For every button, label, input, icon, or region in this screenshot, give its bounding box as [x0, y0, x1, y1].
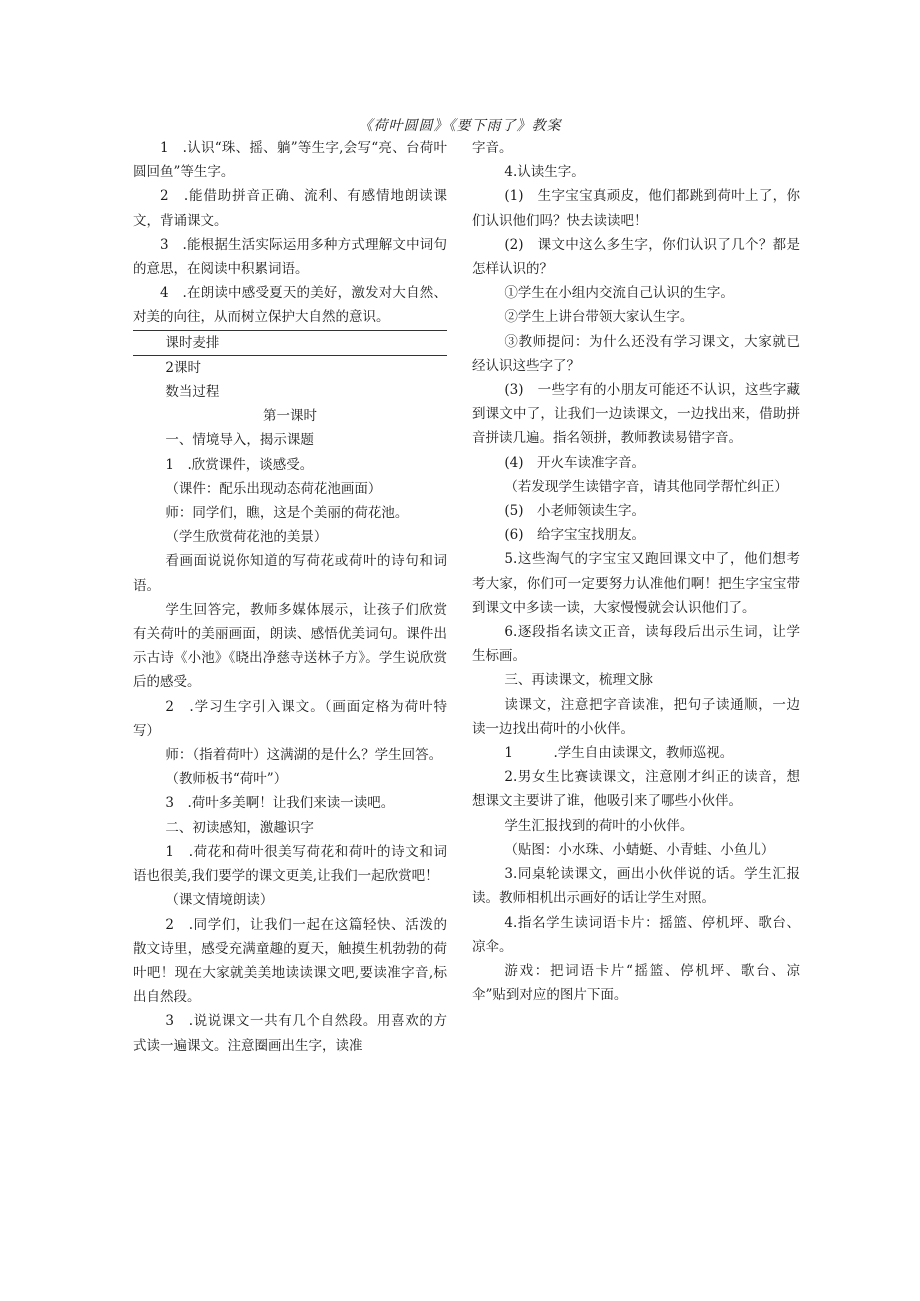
right-column-paragraph: 4.指名学生读词语卡片：摇篮、停机坪、歌台、凉伞。 — [472, 914, 800, 955]
right-column-paragraph: 游戏：把词语卡片“摇篮、停机坪、歌台、凉伞”贴到对应的图片下面。 — [472, 962, 800, 1004]
right-column-paragraph: 6.逐段指名读文正音，读每段后出示生词，让学生标画。 — [472, 624, 800, 665]
left-column-paragraph: （课件：配乐出现动态荷花池画面） — [165, 480, 382, 497]
right-column-paragraph: ③教师提问：为什么还没有学习课文，大家就已经认识这些字了？ — [472, 333, 800, 374]
left-column-paragraph: 2 .能借助拼音正确、流利、有感情地朗读课文，背诵课文。 — [133, 188, 447, 229]
right-column-paragraph: (1) 生字宝宝真顽皮，他们都跳到荷叶上了，你们认识他们吗？快去读读吧！ — [472, 188, 800, 229]
right-column-paragraph: (6) 给字宝宝找朋友。 — [504, 527, 646, 544]
left-column-paragraph: 1 .荷花和荷叶很美写荷花和荷叶的诗文和词语也很美,我们要学的课文更美,让我们一起欣赏吧！ — [133, 843, 447, 885]
right-column — [472, 136, 800, 1007]
left-column-paragraph: 3 .能根据生活实际运用多种方式理解文中词句的意思，在阅读中积累词语。 — [133, 236, 447, 278]
right-column-paragraph: (5) 小老师领读生字。 — [504, 503, 646, 520]
page-title: 《荷叶圆圆》《要下雨了》教案 — [358, 118, 562, 134]
left-column-paragraph: （教师板书“荷叶”） — [165, 771, 288, 788]
right-column-paragraph: 3.同桌轮读课文，画出小伙伴说的话。学生汇报读。教师相机出示画好的话让学生对照。 — [472, 866, 800, 907]
left-column-paragraph: 第一课时 — [263, 408, 317, 425]
left-column-paragraph: 师：同学们，瞧，这是个美丽的荷花池。 — [165, 505, 409, 522]
left-column-paragraph: （课文情境朗读） — [165, 892, 274, 909]
left-column-paragraph: 2 .同学们，让我们一起在这篇轻快、活泼的散文诗里，感受充满童趣的夏天，触摸生机勃勃的荷叶吧！现在大家就美美地读读课文吧,要读准字音,标出自然段。 — [133, 916, 447, 1006]
right-column-paragraph: （若发现学生读错字音，请其他同学帮忙纠正） — [504, 478, 788, 495]
left-column-paragraph: 师：（指着荷叶）这满湖的是什么？学生回答。 — [165, 747, 443, 764]
left-column-paragraph: 1 .认识“珠、摇、躺”等生字,会写“亮、台荷叶圆回鱼”等生字。 — [133, 140, 447, 181]
right-column-paragraph: 4.认读生字。 — [504, 164, 585, 181]
left-column — [133, 136, 447, 1058]
left-column-paragraph: 3 .荷叶多美啊！让我们来读一读吧。 — [165, 795, 395, 812]
left-column-paragraph: 2 .学习生字引入课文。（画面定格为荷叶特写） — [133, 698, 447, 739]
left-column-paragraph: 二、初读感知，激趣识字 — [165, 819, 314, 836]
right-column-paragraph: （贴图：小水珠、小蜻蜓、小青蛙、小鱼儿） — [504, 841, 775, 858]
right-column-paragraph: (3) 一些字有的小朋友可能还不认识，这些字藏到课文中了，让我们一边读课文，一边找出来，借助拼音拼读几遍。指名领拼，教师教读易错字音。 — [472, 382, 800, 447]
left-column-paragraph: 数当过程 — [165, 384, 220, 401]
left-column-paragraph: 1 .欣赏课件，谈感受。 — [165, 456, 314, 473]
right-column-paragraph: (2) 课文中这么多生字，你们认识了几个？都是怎样认识的？ — [472, 236, 800, 278]
left-column-paragraph: 看画面说说你知道的写荷花或荷叶的诗句和词语。 — [133, 553, 447, 594]
left-column-paragraph: 3 .说说课文一共有几个自然段。用喜欢的方式读一遍课文。注意圈画出生字，读准 — [133, 1013, 447, 1054]
left-column-paragraph: 一、情境导入，揭示课题 — [165, 432, 314, 449]
left-column-paragraph: 课时麦排 — [133, 331, 447, 356]
right-column-paragraph: (4) 开火车读准字音。 — [504, 454, 646, 471]
left-column-paragraph: （学生欣赏荷花池的美景） — [165, 529, 328, 546]
right-column-paragraph: ②学生上讲台带领大家认生字。 — [504, 309, 694, 326]
right-column-paragraph: 2.男女生比赛读课文，注意刚才纠正的读音，想想课文主要讲了谁，他吸引来了哪些小伙伴。 — [472, 769, 800, 810]
right-column-paragraph: 三、再读课文，梳理文脉 — [504, 672, 653, 689]
right-column-paragraph: 字音。 — [472, 140, 513, 156]
left-column-paragraph: 2课时 — [165, 359, 201, 376]
right-column-paragraph: 1 .学生自由读课文，教师巡视。 — [504, 745, 734, 762]
left-column-paragraph: 学生回答完，教师多媒体展示，让孩子们欣赏有关荷叶的美丽画面，朗读、感悟优美词句。课件出示古诗《小池》《晓出净慈寺送林子方》。学生说欣赏后的感受。 — [133, 601, 447, 691]
right-column-paragraph: ①学生在小组内交流自己认识的生字。 — [504, 285, 734, 302]
right-column-paragraph: 读课文，注意把字音读准，把句子读通顺，一边读一边找出荷叶的小伙伴。 — [472, 696, 800, 737]
right-column-paragraph: 学生汇报找到的荷叶的小伙伴。 — [504, 817, 694, 834]
right-column-paragraph: 5.这些淘气的字宝宝又跑回课文中了，他们想考考大家，你们可一定要努力认准他们啊！把生字宝宝带到课文中多读一读，大家慢慢就会认识他们了。 — [472, 551, 800, 616]
left-column-paragraph: 4 .在朗读中感受夏天的美好，激发对大自然、对美的向往，从而树立保护大自然的意识。 — [133, 281, 447, 330]
